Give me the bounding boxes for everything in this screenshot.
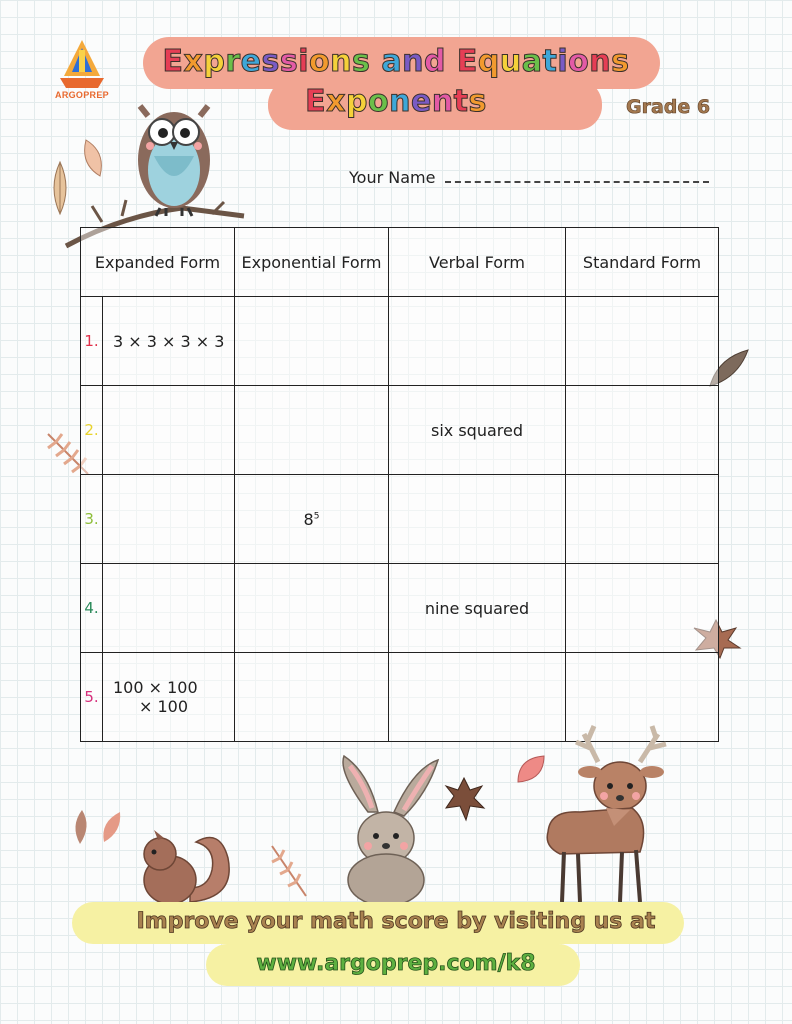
header-standard-form: Standard Form bbox=[566, 228, 719, 297]
table-header-row bbox=[81, 228, 719, 297]
worksheet-subtitle: Exponents bbox=[305, 84, 487, 119]
expanded-form-cell[interactable]: 100 × 100 × 100 bbox=[103, 653, 235, 742]
footer-text: Improve your math score by visiting us at bbox=[136, 909, 656, 934]
expanded-form-cell[interactable] bbox=[103, 386, 235, 475]
exponent-power: 5 bbox=[313, 511, 320, 522]
expanded-form-cell[interactable] bbox=[103, 475, 235, 564]
table-row bbox=[81, 386, 719, 475]
table-row bbox=[81, 475, 719, 564]
logo-text: ARGOPREP bbox=[55, 90, 109, 100]
deer-icon bbox=[540, 722, 688, 908]
row-number: 2. bbox=[81, 386, 103, 475]
name-line[interactable] bbox=[445, 171, 709, 183]
worksheet-table bbox=[80, 227, 719, 742]
row-number: 5. bbox=[81, 653, 103, 742]
verbal-form-cell[interactable]: six squared bbox=[389, 386, 566, 475]
footer-url-link[interactable]: www.argoprep.com/k8 bbox=[256, 951, 536, 976]
header-expanded-form: Expanded Form bbox=[81, 228, 235, 297]
exponential-form-cell[interactable] bbox=[235, 386, 389, 475]
name-field[interactable] bbox=[349, 168, 709, 187]
standard-form-cell[interactable] bbox=[566, 475, 719, 564]
exponential-form-cell[interactable] bbox=[235, 475, 389, 564]
name-label: Your Name bbox=[349, 168, 436, 187]
table-row bbox=[81, 564, 719, 653]
row-number: 1. bbox=[81, 297, 103, 386]
standard-form-cell[interactable] bbox=[566, 564, 719, 653]
expanded-form-cell[interactable]: 3 × 3 × 3 × 3 bbox=[103, 297, 235, 386]
exponential-form-cell[interactable] bbox=[235, 564, 389, 653]
header-verbal-form: Verbal Form bbox=[389, 228, 566, 297]
leaves-icon bbox=[70, 806, 126, 846]
exponential-form-cell[interactable] bbox=[235, 653, 389, 742]
verbal-form-cell[interactable] bbox=[389, 297, 566, 386]
squirrel-icon bbox=[132, 818, 236, 908]
grade-label: Grade 6 bbox=[626, 96, 711, 118]
standard-form-cell[interactable] bbox=[566, 297, 719, 386]
leaf-icon bbox=[48, 160, 72, 216]
rabbit-icon bbox=[328, 752, 444, 908]
table-row bbox=[81, 297, 719, 386]
row-number: 3. bbox=[81, 475, 103, 564]
exponent-base: 8 bbox=[303, 509, 314, 529]
verbal-form-cell[interactable] bbox=[389, 653, 566, 742]
verbal-form-cell[interactable] bbox=[389, 475, 566, 564]
exponential-form-cell[interactable] bbox=[235, 297, 389, 386]
fern-icon bbox=[266, 842, 312, 900]
expanded-form-cell[interactable] bbox=[103, 564, 235, 653]
verbal-form-cell[interactable]: nine squared bbox=[389, 564, 566, 653]
worksheet-title: Expressions and Equations bbox=[162, 44, 630, 79]
row-number: 4. bbox=[81, 564, 103, 653]
leaf-icon bbox=[80, 138, 106, 178]
header-exponential-form: Exponential Form bbox=[235, 228, 389, 297]
maple-leaf-icon bbox=[442, 774, 486, 822]
standard-form-cell[interactable] bbox=[566, 386, 719, 475]
